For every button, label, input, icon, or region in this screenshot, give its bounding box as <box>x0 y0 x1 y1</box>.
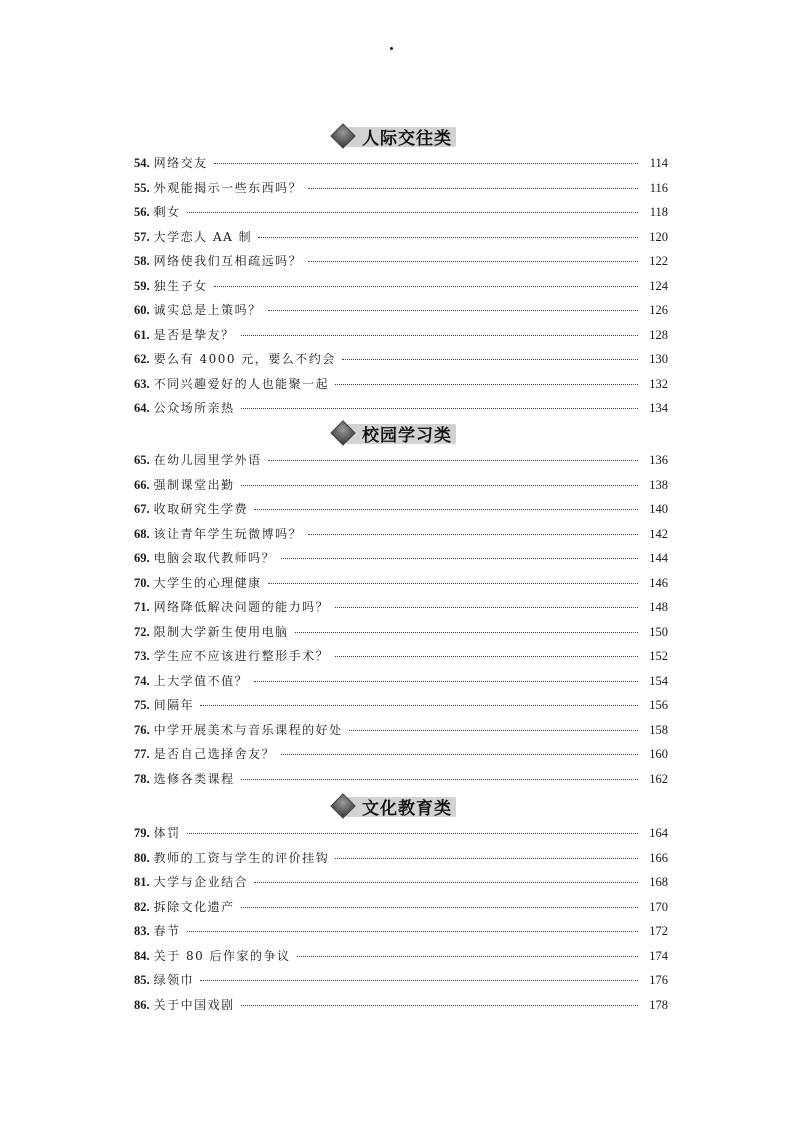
dot-leader <box>295 631 638 633</box>
entry-number: 82. <box>134 899 150 914</box>
entry-number: 59. <box>134 278 150 293</box>
toc-entry[interactable] <box>134 451 668 473</box>
entry-page-number: 152 <box>649 649 668 663</box>
dot-leader <box>281 557 638 559</box>
entry-number: 57. <box>134 229 150 244</box>
entry-page-number: 138 <box>649 477 668 492</box>
dot-leader <box>241 778 638 780</box>
toc-entry[interactable] <box>134 745 668 767</box>
section-header <box>134 421 668 447</box>
entry-title: 不同兴趣爱好的人也能聚一起 <box>153 376 330 391</box>
entry-title: 关于 80 后作家的争议 <box>153 948 291 963</box>
section-banner <box>334 421 452 445</box>
entry-number: 64. <box>134 401 150 415</box>
entry-number: 69. <box>134 551 150 565</box>
entry-page-number: 146 <box>649 575 668 590</box>
toc-entry[interactable] <box>134 301 668 323</box>
entry-number: 61. <box>134 327 150 342</box>
dot-leader <box>281 753 638 755</box>
entry-title: 大学与企业结合 <box>153 875 249 889</box>
entry-number: 70. <box>134 575 150 590</box>
toc-entry[interactable] <box>134 350 668 372</box>
dot-leader <box>214 162 638 164</box>
entry-title: 电脑会取代教师吗？ <box>153 551 276 565</box>
toc-entry[interactable] <box>134 849 668 871</box>
entry-number: 81. <box>134 875 150 889</box>
entry-number: 79. <box>134 826 150 840</box>
dot-leader <box>349 729 638 731</box>
entry-title: 诚实总是上策吗？ <box>153 303 262 317</box>
dot-leader <box>335 655 638 657</box>
entry-number: 72. <box>134 624 150 639</box>
entry-number: 54. <box>134 156 150 170</box>
dot-leader <box>335 606 638 608</box>
dot-leader <box>200 704 638 706</box>
dot-leader <box>214 285 638 287</box>
entry-title: 强制课堂出勤 <box>153 477 235 492</box>
entry-page-number: 122 <box>649 254 668 268</box>
dot-leader <box>187 211 638 213</box>
dot-leader <box>258 236 638 238</box>
entry-page-number: 166 <box>649 850 668 865</box>
section-header <box>134 794 668 820</box>
entry-page-number: 150 <box>649 624 668 639</box>
entry-title: 上大学值不值？ <box>153 673 249 688</box>
entry-title: 该让青年学生玩微博吗？ <box>153 526 303 541</box>
entry-page-number: 176 <box>649 973 668 987</box>
toc-entry[interactable] <box>134 696 668 718</box>
entry-page-number: 172 <box>649 924 668 938</box>
page-mark <box>390 47 393 50</box>
toc-entry[interactable] <box>134 326 668 348</box>
entry-number: 86. <box>134 997 150 1012</box>
toc-entry[interactable] <box>134 770 668 792</box>
entry-page-number: 120 <box>649 229 668 244</box>
entry-number: 65. <box>134 453 150 467</box>
toc-entry[interactable] <box>134 228 668 250</box>
entry-number: 77. <box>134 747 150 761</box>
section-title: 校园学习类 <box>362 425 452 446</box>
entry-title: 网络交友 <box>153 156 208 170</box>
dot-leader <box>241 1004 638 1006</box>
entry-page-number: 162 <box>649 771 668 786</box>
entry-number: 76. <box>134 722 150 737</box>
entry-title: 中学开展美术与音乐课程的好处 <box>153 722 343 737</box>
toc-entry[interactable] <box>134 500 668 522</box>
entry-title: 限制大学新生使用电脑 <box>153 624 289 639</box>
toc-entry[interactable] <box>134 898 668 920</box>
dot-leader <box>187 930 638 932</box>
toc-entry[interactable] <box>134 277 668 299</box>
dot-leader <box>241 407 638 409</box>
toc-entry[interactable] <box>134 647 668 669</box>
entry-page-number: 130 <box>649 352 668 366</box>
dot-leader <box>254 508 638 510</box>
entry-page-number: 140 <box>649 502 668 516</box>
entry-number: 80. <box>134 850 150 865</box>
entry-title: 间隔年 <box>153 698 195 712</box>
dot-leader <box>335 383 638 385</box>
section-banner <box>334 124 452 148</box>
entry-title: 外观能揭示一些东西吗？ <box>153 180 303 195</box>
dot-leader <box>308 260 638 262</box>
entry-number: 56. <box>134 205 150 219</box>
entry-page-number: 134 <box>649 401 668 415</box>
entry-page-number: 144 <box>649 551 668 565</box>
entry-page-number: 170 <box>649 899 668 914</box>
section-banner <box>334 794 452 818</box>
toc-entry[interactable] <box>134 549 668 571</box>
toc-entry[interactable] <box>134 399 668 421</box>
entry-title: 网络使我们互相疏远吗？ <box>153 254 303 268</box>
entry-title: 选修各类课程 <box>153 771 235 786</box>
dot-leader <box>200 979 638 981</box>
entry-page-number: 158 <box>649 722 668 737</box>
entry-number: 55. <box>134 180 150 195</box>
entry-number: 84. <box>134 948 150 963</box>
entry-number: 78. <box>134 771 150 786</box>
entry-title: 独生子女 <box>153 278 208 293</box>
dot-leader <box>268 582 638 584</box>
dot-leader <box>268 309 638 311</box>
entry-title: 是否是挚友？ <box>153 327 235 342</box>
entry-number: 83. <box>134 924 150 938</box>
toc-entry[interactable] <box>134 824 668 846</box>
dot-leader <box>308 533 638 535</box>
dot-leader <box>241 484 638 486</box>
toc-entry[interactable] <box>134 672 668 694</box>
toc-entry[interactable] <box>134 623 668 645</box>
entry-title: 公众场所亲热 <box>153 401 235 415</box>
entry-title: 收取研究生学费 <box>153 502 249 516</box>
toc-entry[interactable] <box>134 598 668 620</box>
entry-number: 68. <box>134 526 150 541</box>
entry-number: 58. <box>134 254 150 268</box>
entry-title: 拆除文化遗产 <box>153 899 235 914</box>
entry-page-number: 168 <box>649 875 668 889</box>
entry-page-number: 132 <box>649 376 668 391</box>
dot-leader <box>342 358 638 360</box>
toc-entry[interactable] <box>134 375 668 397</box>
entry-page-number: 164 <box>649 826 668 840</box>
entry-number: 60. <box>134 303 150 317</box>
toc-entry[interactable] <box>134 525 668 547</box>
entry-page-number: 124 <box>649 278 668 293</box>
entry-title: 大学恋人 AA 制 <box>153 229 253 244</box>
toc-entry[interactable] <box>134 154 668 176</box>
dot-leader <box>297 955 638 957</box>
entry-page-number: 160 <box>649 747 668 761</box>
entry-page-number: 178 <box>649 997 668 1012</box>
entry-number: 62. <box>134 352 150 366</box>
entry-title: 大学生的心理健康 <box>153 575 262 590</box>
toc-entry[interactable] <box>134 996 668 1018</box>
entry-page-number: 118 <box>649 205 668 219</box>
entry-page-number: 116 <box>649 180 668 195</box>
toc-entry[interactable] <box>134 873 668 895</box>
entry-number: 73. <box>134 649 150 663</box>
section-title: 文化教育类 <box>362 798 452 819</box>
entry-page-number: 128 <box>649 327 668 342</box>
entry-page-number: 142 <box>649 526 668 541</box>
entry-title: 是否自己选择舍友？ <box>153 747 276 761</box>
section-header <box>134 124 668 150</box>
toc-entry[interactable] <box>134 721 668 743</box>
entry-title: 在幼儿园里学外语 <box>153 453 262 467</box>
toc-entry[interactable] <box>134 574 668 596</box>
entry-page-number: 114 <box>649 156 668 170</box>
toc-entry[interactable] <box>134 179 668 201</box>
entry-page-number: 174 <box>649 948 668 963</box>
toc-entry[interactable] <box>134 203 668 225</box>
toc-entry[interactable] <box>134 252 668 274</box>
entry-title: 关于中国戏剧 <box>153 997 235 1012</box>
dot-leader <box>241 906 638 908</box>
entry-title: 要么有 4000 元，要么不约会 <box>153 352 336 366</box>
dot-leader <box>335 857 638 859</box>
entry-number: 85. <box>134 973 150 987</box>
dot-leader <box>268 459 638 461</box>
toc-entry[interactable] <box>134 476 668 498</box>
dot-leader <box>241 334 638 336</box>
entry-title: 春节 <box>153 924 181 938</box>
entry-page-number: 156 <box>649 698 668 712</box>
dot-leader <box>254 881 638 883</box>
entry-title: 绿领巾 <box>153 973 195 987</box>
entry-number: 71. <box>134 600 150 614</box>
entry-page-number: 126 <box>649 303 668 317</box>
entry-page-number: 136 <box>649 453 668 467</box>
toc-entry[interactable] <box>134 947 668 969</box>
toc-entry[interactable] <box>134 922 668 944</box>
dot-leader <box>254 680 638 682</box>
entry-title: 学生应不应该进行整形手术？ <box>153 649 330 663</box>
entry-title: 教师的工资与学生的评价挂钩 <box>153 850 330 865</box>
entry-title: 体罚 <box>153 826 181 840</box>
entry-number: 63. <box>134 376 150 391</box>
entry-number: 66. <box>134 477 150 492</box>
entry-title: 网络降低解决问题的能力吗？ <box>153 600 330 614</box>
entry-page-number: 154 <box>649 673 668 688</box>
section-title: 人际交往类 <box>362 128 452 149</box>
entry-number: 75. <box>134 698 150 712</box>
entry-number: 67. <box>134 502 150 516</box>
entry-number: 74. <box>134 673 150 688</box>
entry-title: 剩女 <box>153 205 181 219</box>
toc-entry[interactable] <box>134 971 668 993</box>
dot-leader <box>187 832 638 834</box>
entry-page-number: 148 <box>649 600 668 614</box>
dot-leader <box>308 187 638 189</box>
